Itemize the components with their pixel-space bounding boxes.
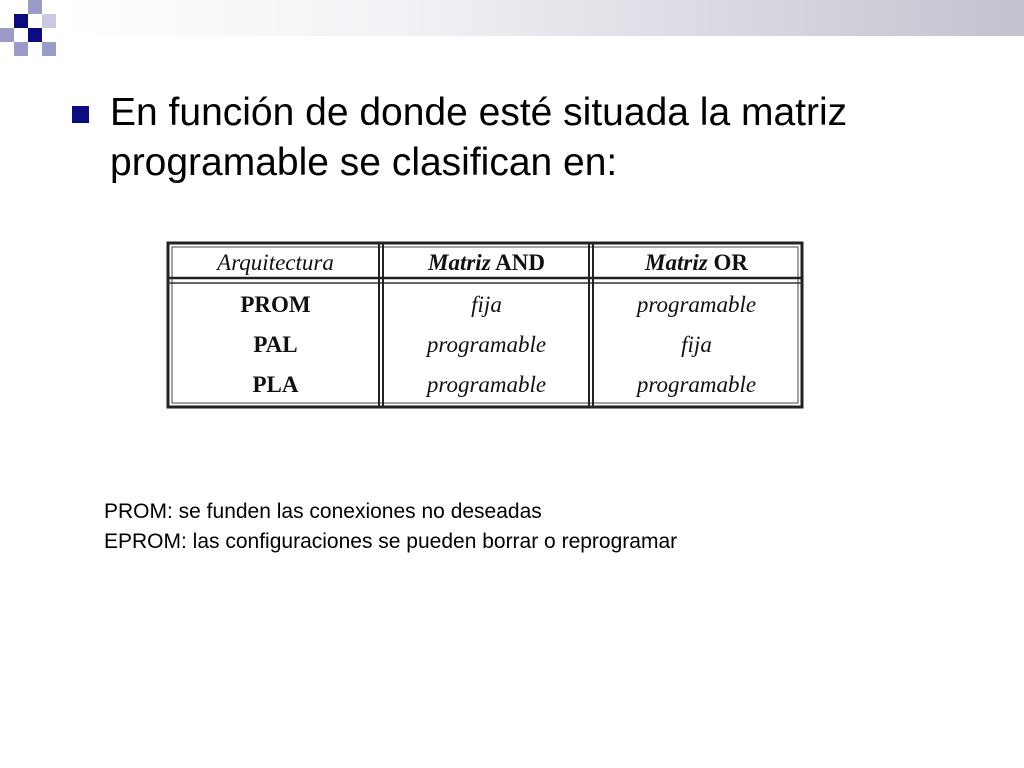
table-cell-or: programable: [636, 292, 757, 317]
deco-square-dark: [28, 28, 42, 42]
deco-square-pale: [42, 14, 56, 28]
square-bullet-icon: [72, 106, 89, 123]
table-header-or-matrix: [595, 250, 798, 276]
header-gradient-band: [60, 0, 1024, 36]
deco-square-light: [0, 28, 14, 42]
table-header-and-matrix: [385, 250, 588, 276]
header-and-word: AND: [495, 250, 545, 275]
header-or-word: OR: [713, 250, 748, 275]
table-cell-arch: PROM: [240, 292, 311, 317]
table-cell-and: fija: [471, 292, 502, 317]
slide-header-decoration: [0, 0, 1024, 70]
deco-square-dark: [14, 14, 28, 28]
table-header-architecture: Arquitectura: [217, 250, 334, 275]
deco-square-light: [28, 0, 42, 14]
header-matrix-word: Matriz: [645, 250, 708, 275]
table-cell-arch: PAL: [253, 332, 298, 357]
table-cell-and: programable: [426, 332, 547, 357]
deco-square-light: [14, 42, 28, 56]
architecture-table: [166, 240, 804, 410]
notes-block: [104, 497, 677, 557]
table-cell-and: programable: [426, 372, 547, 397]
note-prom: PROM: se funden las conexiones no deseadas: [104, 500, 542, 523]
slide-heading: En función de donde esté situada la matriz programable se clasifican en:: [110, 91, 848, 184]
note-eprom: EPROM: las configuraciones se pueden borrar o reprogramar: [104, 530, 678, 553]
header-matrix-word: Matriz: [428, 250, 491, 275]
table-cell-or: programable: [636, 372, 757, 397]
table-cell-arch: PLA: [252, 372, 299, 397]
table-cell-or: fija: [681, 332, 712, 357]
deco-square-light: [42, 42, 56, 56]
